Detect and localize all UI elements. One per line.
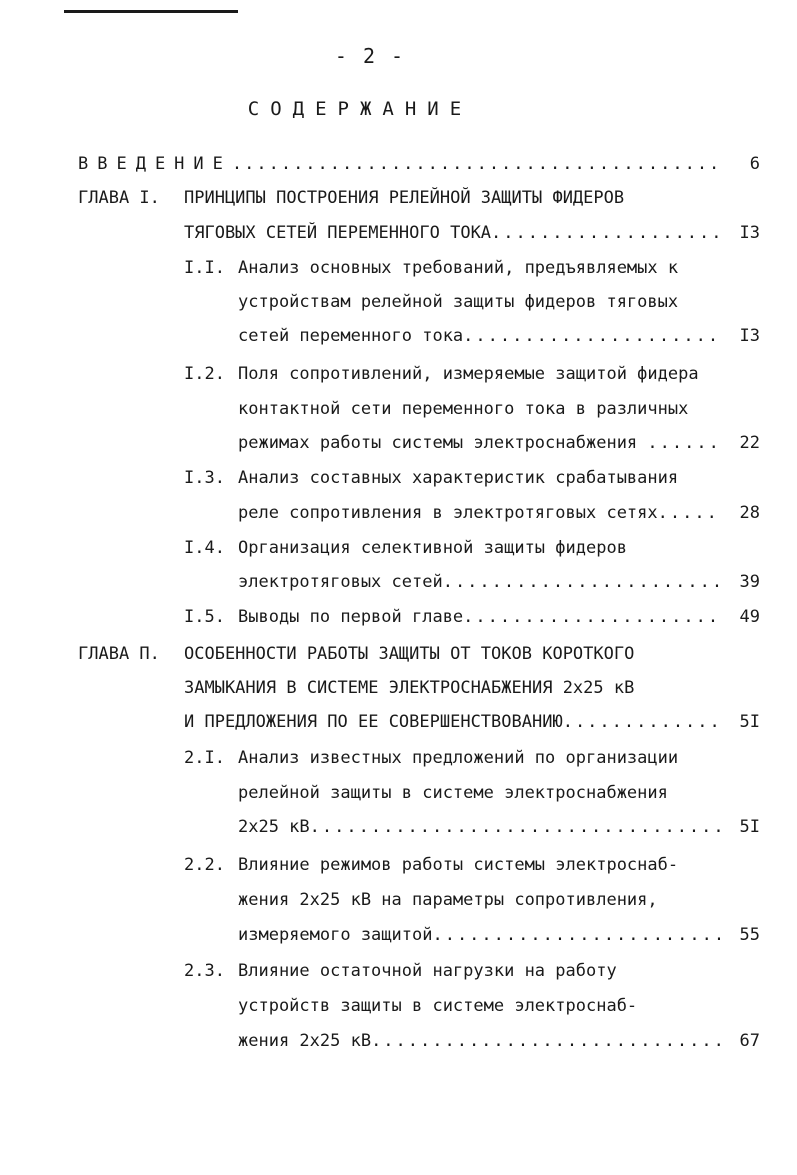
leader-dots <box>463 603 720 631</box>
section-text-line: контактной сети переменного тока в различных <box>238 399 689 419</box>
section-number: 2.I. <box>184 748 225 768</box>
section-text-line: Анализ известных предложений по организации <box>238 748 679 768</box>
entry-page: 22 <box>739 433 760 453</box>
leader-dots <box>432 921 720 949</box>
toc-entry-section-1-2[interactable] <box>238 429 760 457</box>
section-number: 2.3. <box>184 961 225 981</box>
section-number: I.5. <box>184 607 225 627</box>
toc-entry-section-2-1[interactable] <box>238 813 760 841</box>
toc-entry-chapter1[interactable] <box>184 219 760 247</box>
chapter-title-line: ПРИНЦИПЫ ПОСТРОЕНИЯ РЕЛЕЙНОЙ ЗАЩИТЫ ФИДЕРОВ <box>184 188 625 208</box>
section-number: I.2. <box>184 364 225 384</box>
toc-entry-section-1-4[interactable] <box>238 568 760 596</box>
entry-text: Выводы по первой главе <box>238 607 464 627</box>
section-number: I.3. <box>184 468 225 488</box>
toc-entry-intro[interactable] <box>78 150 760 178</box>
entry-text: измеряемого защитой <box>238 925 433 945</box>
entry-page: 55 <box>739 925 760 945</box>
toc-entry-section-1-3[interactable] <box>238 499 760 527</box>
entry-page: 39 <box>739 572 760 592</box>
entry-text: электротяговых сетей <box>238 572 443 592</box>
entry-text: реле сопротивления в электротяговых сетях <box>238 503 658 523</box>
section-text-line: устройств защиты в системе электроснаб- <box>238 996 638 1016</box>
entry-text: ТЯГОВЫХ СЕТЕЙ ПЕРЕМЕННОГО ТОКА <box>184 223 492 243</box>
page-number: - 2 - <box>334 44 406 68</box>
toc-entry-section-1-1[interactable] <box>238 322 760 350</box>
leader-dots <box>647 429 720 457</box>
section-number: I.4. <box>184 538 225 558</box>
chapter-label: ГЛАВА I. <box>78 188 160 208</box>
toc-entry-section-1-5[interactable] <box>238 603 760 631</box>
chapter-label: ГЛАВА П. <box>78 644 160 664</box>
entry-text: ВВЕДЕНИЕ <box>78 154 232 174</box>
section-text-line: устройствам релейной защиты фидеров тяговых <box>238 292 679 312</box>
section-text-line: Поля сопротивлений, измеряемые защитой фидера <box>238 364 699 384</box>
toc-entry-chapter2[interactable] <box>184 708 760 736</box>
section-text-line: Влияние режимов работы системы электроснаб- <box>238 855 679 875</box>
leader-dots <box>443 568 720 596</box>
section-text-line: Анализ основных требований, предъявляемых к <box>238 258 679 278</box>
entry-text: И ПРЕДЛОЖЕНИЯ ПО ЕЕ СОВЕРШЕНСТВОВАНИЮ <box>184 712 563 732</box>
toc-entry-section-2-2[interactable] <box>238 921 760 949</box>
chapter-title-line: ОСОБЕННОСТИ РАБОТЫ ЗАЩИТЫ ОТ ТОКОВ КОРОТКОГО <box>184 644 635 664</box>
entry-text: 2x25 кВ <box>238 817 310 837</box>
entry-page: 5I <box>739 817 760 837</box>
leader-dots <box>232 150 720 178</box>
entry-page: I3 <box>739 223 760 243</box>
entry-page: 5I <box>739 712 760 732</box>
leader-dots <box>658 499 720 527</box>
leader-dots <box>310 813 720 841</box>
section-number: 2.2. <box>184 855 225 875</box>
section-text-line: релейной защиты в системе электроснабжения <box>238 783 668 803</box>
toc-entry-section-2-3[interactable] <box>238 1027 760 1055</box>
toc-title: СОДЕРЖАНИЕ <box>247 98 473 120</box>
entry-text: сетей переменного тока <box>238 326 464 346</box>
entry-page: 49 <box>739 607 760 627</box>
leader-dots <box>563 708 720 736</box>
section-text-line: Влияние остаточной нагрузки на работу <box>238 961 617 981</box>
entry-page: 67 <box>739 1031 760 1051</box>
top-rule <box>64 10 238 13</box>
leader-dots <box>371 1027 720 1055</box>
section-text-line: Организация селективной защиты фидеров <box>238 538 627 558</box>
leader-dots <box>491 219 720 247</box>
leader-dots <box>463 322 720 350</box>
entry-text: жения 2x25 кВ <box>238 1031 372 1051</box>
entry-text: режимах работы системы электроснабжения <box>238 433 648 453</box>
chapter-title-line: ЗАМЫКАНИЯ В СИСТЕМЕ ЭЛЕКТРОСНАБЖЕНИЯ 2x25 кВ <box>184 678 635 698</box>
entry-page: 6 <box>749 154 760 174</box>
section-text-line: жения 2x25 кВ на параметры сопротивления, <box>238 890 658 910</box>
entry-page: 28 <box>739 503 760 523</box>
entry-page: I3 <box>739 326 760 346</box>
section-number: I.I. <box>184 258 225 278</box>
section-text-line: Анализ составных характеристик срабатывания <box>238 468 679 488</box>
